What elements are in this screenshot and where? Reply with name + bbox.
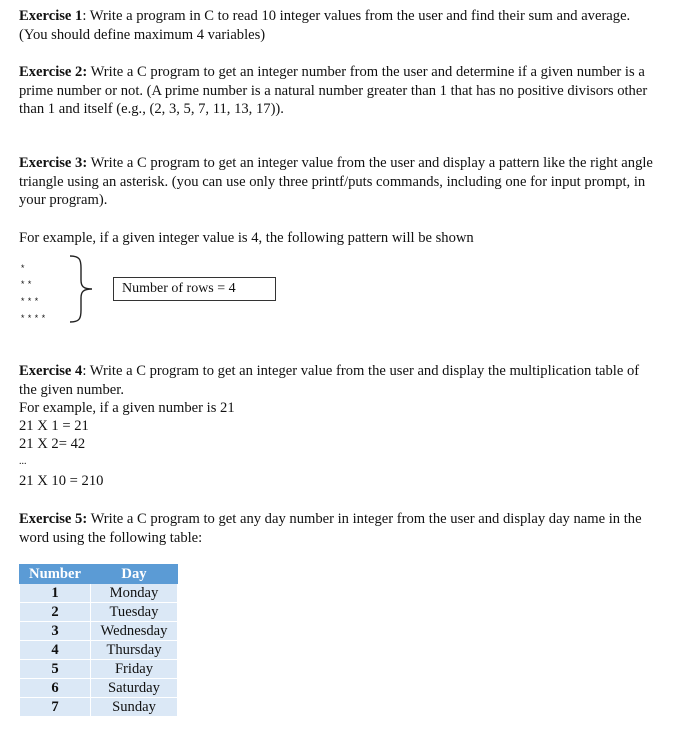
exercise-2 [19, 63, 659, 119]
multiplication-ellipsis: ... [19, 456, 27, 467]
pattern-row-3: *** [20, 297, 41, 307]
day-number: 3 [20, 622, 91, 641]
exercise-5 [19, 510, 659, 547]
exercise-1-label: Exercise 1 [19, 8, 83, 24]
exercise-3 [19, 154, 659, 210]
day-number: 7 [20, 698, 91, 717]
day-number: 4 [20, 641, 91, 660]
day-name: Monday [91, 584, 178, 603]
day-number: 2 [20, 603, 91, 622]
exercise-5-label: Exercise 5: [19, 511, 88, 527]
exercise-1 [19, 7, 659, 44]
table-row [20, 698, 178, 717]
header-day: Day [91, 565, 178, 584]
day-name: Wednesday [91, 622, 178, 641]
curly-brace-icon [68, 254, 98, 324]
table-row [20, 622, 178, 641]
exercise-2-text: Write a C program to get an integer number from the user and determine if a given number is a prime number or not. (A prime number is a natural number greater than 1 that has no positive divisors other than 1 and itself (e.g., (2, 3, 5, 7, 11, 13, 17)). [19, 64, 648, 118]
exercise-4-label: Exercise 4 [19, 363, 83, 379]
exercise-3-example-intro: For example, if a given integer value is 4, the following pattern will be shown [19, 230, 474, 246]
table-row [20, 603, 178, 622]
header-number: Number [20, 565, 91, 584]
rows-count-box: Number of rows = 4 [113, 277, 276, 301]
day-name: Sunday [91, 698, 178, 717]
table-row [20, 584, 178, 603]
pattern-row-4: **** [20, 314, 48, 324]
table-header-row [20, 565, 178, 584]
day-name: Saturday [91, 679, 178, 698]
day-name: Friday [91, 660, 178, 679]
exercise-3-text: Write a C program to get an integer value from the user and display a pattern like the right angle triangle using an asterisk. (you can use only three printf/puts commands, including one for input prompt, in your program). [19, 155, 653, 209]
table-row [20, 641, 178, 660]
exercise-5-text: Write a C program to get any day number in integer from the user and display day name in the word using the following table: [19, 511, 642, 546]
exercise-2-label: Exercise 2: [19, 64, 88, 80]
exercise-1-text: : Write a program in C to read 10 integer values from the user and find their sum and average. (You should define maximum 4 variables) [19, 8, 631, 43]
day-name: Thursday [91, 641, 178, 660]
exercise-4-example-intro: For example, if a given number is 21 [19, 400, 235, 416]
exercise-4-text: : Write a C program to get an integer value from the user and display the multiplication table of the given number. [19, 363, 640, 398]
day-table [19, 564, 178, 717]
multiplication-line-10: 21 X 10 = 210 [19, 473, 104, 489]
multiplication-line-2: 21 X 2= 42 [19, 436, 86, 452]
day-name: Tuesday [91, 603, 178, 622]
multiplication-line-1: 21 X 1 = 21 [19, 418, 89, 434]
day-number: 5 [20, 660, 91, 679]
pattern-row-2: ** [20, 280, 34, 290]
exercise-3-label: Exercise 3: [19, 155, 88, 171]
table-row [20, 679, 178, 698]
pattern-row-1: * [20, 264, 27, 274]
exercise-4 [19, 362, 659, 399]
table-row [20, 660, 178, 679]
day-number: 6 [20, 679, 91, 698]
day-number: 1 [20, 584, 91, 603]
